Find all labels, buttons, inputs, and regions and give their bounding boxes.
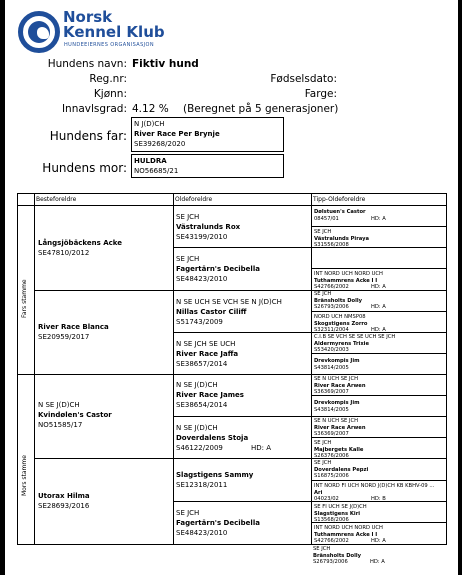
great-grandparent-cell: N SE J(D)CH River Race James SE38654/2014	[176, 381, 244, 409]
brand-line1: Norsk	[63, 8, 113, 26]
great-grandparent-cell: N SE UCH SE VCH SE N J(D)CH Nillas Castor Ciliff S51743/2009	[176, 298, 282, 326]
color-label: Farge:	[304, 88, 337, 100]
mother-name: HULDRA	[134, 157, 167, 165]
brand-line2: Kennel Klub	[63, 23, 165, 41]
pedigree-page	[5, 0, 458, 575]
ggg-cell: NORD UCH NMSP08 Skogstigens Zorro S32311/2004 HD: A	[314, 314, 386, 334]
ggg-cell: C.I.B SE VCH SE SE UCH SE JCH Aldermyrens Trixie S53420/2003	[314, 334, 396, 354]
ggg-cell: SE JCH Majbergets Kalle S26376/2006	[314, 440, 364, 460]
side-label-mother: Mors stamme	[21, 455, 28, 496]
ggg-cell: INT NORD UCH NORD UCH Tuthammrens Acke I I S42766/2002 HD: A	[314, 525, 386, 544]
grandparent-cell: River Race Blanca SE20959/2017	[38, 323, 109, 341]
father-name: River Race Per Brynje	[134, 130, 220, 138]
father-label: Hundens far:	[49, 129, 127, 143]
mother-regnr: NO56685/21	[134, 167, 179, 175]
great-grandparent-cell: N SE J(D)CH Doverdalens Stoja S46122/2009 HD: A	[176, 424, 272, 452]
logo-emblem-icon	[28, 21, 50, 43]
col-header-grandparents: Besteforeldre	[36, 196, 77, 203]
nkk-logo	[18, 11, 60, 53]
ggg-cell: INT NORD UCH NORD UCH Tuthammrens Acke I I S42766/2002 HD: A	[314, 271, 386, 291]
inbreeding-label: Innavlsgrad:	[61, 103, 127, 115]
ggg-cell: Drevkompis Jim S43814/2005	[314, 400, 360, 413]
grandparent-cell: Utorax Hilma SE28693/2016	[38, 492, 90, 510]
ggg-cell: SE JCH Västralunds Piraya S31556/2008	[314, 229, 369, 249]
great-grandparent-cell: SE JCH Fagertärn's Decibella SE48423/2010	[176, 255, 260, 283]
great-grandparent-cell: Slagstigens Sammy SE12318/2011	[176, 471, 254, 489]
mother-label: Hundens mor:	[42, 161, 127, 175]
great-grandparent-cell: SE JCH Fagertärn's Decibella SE48423/2010	[176, 509, 260, 537]
ggg-cell: Drevkompis Jim S43814/2005	[314, 358, 360, 371]
ggg-cell: SE FI UCH SE J(D)CH Slagstigens Kiri S13568/2006	[314, 504, 367, 524]
ggg-cell: SE N UCH SE JCH River Race Arwen S36369/2007	[314, 376, 366, 396]
ggg-cell: SE JCH Bränsholts Dolly S26793/2006 HD: A	[314, 291, 386, 311]
ggg-cell: SE JCH Bränsholts Dolly S26793/2006 HD: A	[313, 546, 385, 566]
ggg-cell: INT NORD FI UCH NORD J(D)CH KB KBHV-09 ... Ari 04023/02 HD: B	[314, 483, 435, 503]
mother-box	[131, 154, 284, 178]
great-grandparent-cell: SE JCH Västralunds Rox SE43199/2010	[176, 213, 241, 241]
father-regnr: SE39268/2020	[134, 140, 186, 148]
ggg-cell: SE JCH Doverdalens Pepzi S16875/2006	[314, 460, 369, 480]
regnr-label: Reg.nr:	[89, 73, 127, 85]
col-header-great-grandparents: Oldeforeldre	[175, 196, 213, 203]
birthdate-label: Fødselsdato:	[270, 73, 337, 85]
gender-label: Kjønn:	[93, 88, 127, 100]
father-box	[131, 117, 284, 152]
father-titles: N J(D)CH	[134, 120, 165, 128]
ggg-cell: Dølstuen's Castor 08457/01 HD: A	[314, 209, 386, 222]
grandparent-cell: N SE J(D)CH Kvindølen's Castor NO51585/17	[38, 401, 112, 429]
great-grandparent-cell: N SE JCH SE UCH River Race Jaffa SE38657/2014	[176, 340, 239, 368]
pedigree-table	[17, 193, 447, 545]
grandparent-cell: Långsjöbäckens Acke SE47810/2012	[38, 239, 123, 257]
name-label: Hundens navn:	[47, 58, 127, 70]
inbreeding-value: 4.12 %	[132, 103, 169, 115]
ggg-cell: SE N UCH SE JCH River Race Arwen S36369/2007	[314, 418, 366, 438]
dog-name: Fiktiv hund	[132, 58, 199, 70]
col-header-great-great-grandparents: Tipp-Oldeforeldre	[313, 196, 366, 203]
brand-tagline: HUNDEEIERNES ORGANISASJON	[64, 42, 155, 48]
inbreeding-note: (Beregnet på 5 generasjoner)	[183, 103, 339, 115]
side-label-father: Fars stamme	[21, 279, 28, 318]
